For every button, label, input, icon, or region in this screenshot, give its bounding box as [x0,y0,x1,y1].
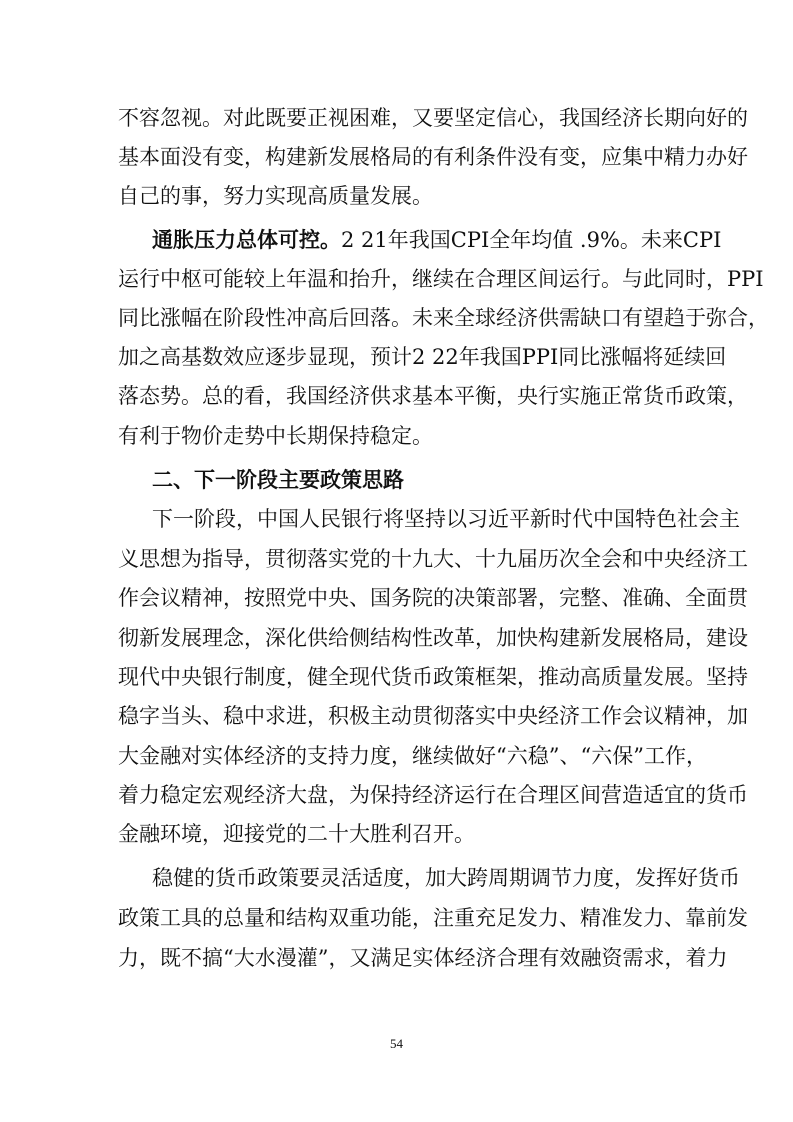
text-line: 落态势。总的看，我国经济供求基本平衡，央行实施正常货币政策， [118,384,748,408]
text-line: 有利于物价走势中长期保持稳定。 [118,424,433,448]
text-line: 基本面没有变，构建新发展格局的有利条件没有变，应集中精力办好 [118,145,748,169]
text-line: 作会议精神，按照党中央、国务院的决策部署，完整、准确、全面贯 [118,586,748,610]
text-line: 自己的事，努力实现高质量发展。 [118,184,433,208]
text-line: 运行中枢可能较上年温和抬升，继续在合理区间运行。与此同时，PPI [118,267,764,291]
text-line: 稳健的货币政策要灵活适度，加大跨周期调节力度，发挥好货币 [152,866,740,890]
text-line [152,226,722,254]
text-line: 政策工具的总量和结构双重功能，注重充足发力、精准发力、靠前发 [118,906,748,930]
text-line: 加之高基数效应逐步显现，预计2 22年我国PPI同比涨幅将延续回 [118,345,727,369]
text-line: 金融环境，迎接党的二十大胜利召开。 [118,822,475,846]
lead-text: 2 21年我国CPI全年均值 .9%。未来CPI [341,228,722,252]
text-line: 彻新发展理念，深化供给侧结构性改革，加快构建新发展格局，建设 [118,626,748,650]
text-line: 力，既不搞“大水漫灌”，又满足实体经济合理有效融资需求，着力 [118,946,728,970]
text-line: 大金融对实体经济的支持力度，继续做好“六稳”、“六保”工作， [118,744,707,768]
bold-lead: 通胀压力总体可控。 [152,227,341,252]
text-line: 下一阶段，中国人民银行将坚持以习近平新时代中国特色社会主 [152,507,740,531]
text-line: 不容忽视。对此既要正视困难，又要坚定信心，我国经济长期向好的 [118,106,748,130]
text-line: 稳字当头、稳中求进，积极主动贯彻落实中央经济工作会议精神，加 [118,704,748,728]
text-line: 义思想为指导，贯彻落实党的十九大、十九届历次全会和中央经济工 [118,547,748,571]
page-number: 54 [390,1036,403,1051]
text-line: 着力稳定宏观经济大盘，为保持经济运行在合理区间营造适宜的货币 [118,783,748,807]
text-line: 现代中央银行制度，健全现代货币政策框架，推动高质量发展。坚持 [118,665,748,689]
section-heading: 二、下一阶段主要政策思路 [152,467,404,492]
text-line: 同比涨幅在阶段性冲高后回落。未来全球经济供需缺口有望趋于弥合， [118,306,769,330]
